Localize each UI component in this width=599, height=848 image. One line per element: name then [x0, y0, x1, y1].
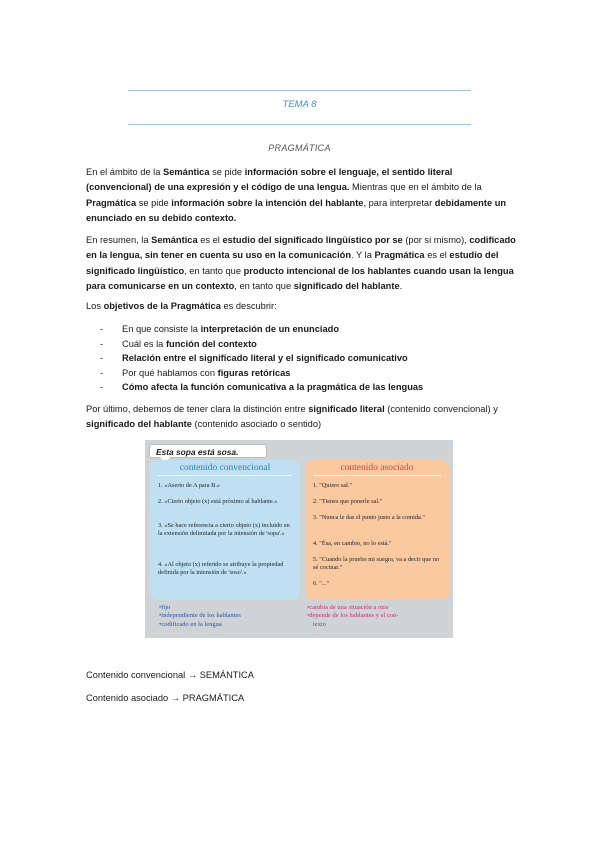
list-item: [100, 337, 423, 352]
header-bottom-rule: [128, 124, 471, 125]
bold-run: significado del hablante: [293, 280, 400, 291]
bold-run: interpretación de un enunciado: [200, 324, 339, 334]
text-run: se pide: [136, 197, 172, 208]
content-comparison-figure: [145, 440, 453, 638]
list-item: • depende de los hablantes y el con-: [307, 612, 447, 620]
bold-run: codificado en la lengua, sin tener en cuenta su uso en la comunicación: [86, 235, 516, 261]
list-item: • independiente de los hablantes: [159, 612, 299, 620]
list-item: 1. «Aserto de A para B.»: [158, 482, 221, 489]
text-run: se pide: [209, 167, 245, 177]
summary-label: Contenido convencional: [86, 670, 186, 680]
bold-run: función del contexto: [165, 338, 257, 349]
bold-run: debidamente un enunciado en su debido contexto.: [86, 197, 507, 223]
list-item: • cambia de una situación a otra: [307, 604, 447, 612]
text-run: (contenido convencional) y: [384, 404, 498, 414]
list-item: 2. "Tienes que ponerle sal.": [313, 498, 383, 505]
associated-content-header: contenido asociado: [340, 463, 414, 473]
bold-run: significado literal: [308, 404, 385, 414]
header-divider: [313, 475, 441, 476]
text-run: es el: [424, 250, 450, 261]
summary-line-conventional: [86, 670, 254, 680]
list-item: 1. "Quiero sal.": [313, 482, 353, 489]
bold-run: Cómo afecta la función comunicativa a la pragmática de las lenguas: [122, 382, 424, 393]
list-item: • codificado en la lengua: [159, 621, 299, 629]
text-run: , en tanto que: [234, 280, 294, 291]
text-run: .: [399, 280, 403, 291]
summary-line-associated: [86, 693, 244, 703]
arrow-icon: →: [170, 693, 181, 703]
list-item: [100, 380, 423, 395]
text-run: En resumen, la: [86, 235, 152, 245]
summary-label: Contenido asociado: [86, 693, 169, 703]
list-item: 3. "Nunca le das el punto justo a la comida.": [313, 514, 425, 521]
bold-run: información sobre la intención del hablante: [171, 197, 364, 208]
text-run: En que consiste la: [122, 324, 201, 334]
page-title: PRAGMÁTICA: [268, 143, 331, 153]
list-item: [100, 366, 423, 381]
text-run: Mientras que en el ámbito de la: [349, 182, 482, 193]
associated-traits-list: [307, 604, 447, 629]
conventional-traits-list: [159, 604, 299, 629]
bold-run: Relación entre el significado literal y el significado comunicativo: [122, 353, 408, 364]
example-callout: Esta sopa está sosa.: [149, 444, 267, 458]
bold-run: figuras retóricas: [217, 367, 291, 378]
conventional-content-panel: [150, 460, 300, 600]
bold-run: información sobre el lenguaje, el sentido literal (convencional) de una expresión y el código de una lengua.: [86, 167, 453, 193]
paragraph-conclusion: [86, 402, 518, 433]
list-item: 3. «Se hace referencia a cierto objeto (x) incluido en la extensión delimitada por la intensión de 'sopa'.»: [158, 522, 290, 537]
bold-run: Semántica: [163, 167, 210, 177]
objectives-intro: [86, 299, 518, 314]
list-item: 4. «Al objeto (x) referido se atribuye la propiedad definida por la intensión de 'soso'.»: [158, 561, 284, 576]
associated-content-panel: [305, 460, 449, 600]
topic-heading: TEMA 8: [282, 99, 317, 110]
conventional-content-header: contenido convencional: [179, 463, 271, 473]
list-item: 4. "Ésa, en cambio, no lo está.": [313, 540, 392, 547]
list-item: [307, 621, 447, 629]
bold-run: Pragmática: [374, 250, 425, 261]
text-run: En el ámbito de la: [86, 167, 164, 177]
bold-run: producto intencional de los hablantes cuando usan la lengua para comunicarse en un contexto: [86, 265, 514, 291]
list-item: 5. "Cuando la pruebo mi suegra, va a decir que no sé cocinar.": [313, 556, 440, 571]
text-run: es descubrir:: [220, 301, 277, 311]
text-run: . Y la: [351, 250, 375, 261]
bold-run: estudio del significado lingüístico: [86, 250, 499, 276]
summary-value: PRAGMÁTICA: [182, 693, 245, 703]
text-run: (por si mismo),: [402, 235, 470, 245]
paragraph-resumen: [86, 233, 518, 294]
text-run: Por último, debemos de tener clara la distinción entre: [86, 404, 309, 414]
list-item: 6. "...": [313, 580, 330, 587]
text-run: Los: [86, 301, 104, 311]
bold-run: estudio del significado lingüístico por se: [222, 235, 403, 245]
header-top-rule: [128, 90, 471, 91]
bold-run: significado del hablante: [86, 419, 192, 430]
text-run: Por qué hablamos con: [122, 367, 218, 378]
bold-run: Pragmática: [86, 197, 137, 208]
summary-value: SEMÁNTICA: [199, 670, 254, 680]
list-item: [100, 322, 423, 337]
header-divider: [158, 475, 292, 476]
text-run: Cuál es la: [122, 338, 166, 349]
list-item: [100, 351, 423, 366]
text-run: , en tanto que: [184, 265, 244, 276]
paragraph-semantica-pragmatica: [86, 165, 518, 226]
objectives-list: [100, 322, 423, 395]
text-run: (contenido asociado o sentido): [191, 419, 322, 430]
arrow-icon: →: [187, 670, 198, 680]
text-run: , para interpretar: [363, 197, 435, 208]
bold-run: Semántica: [151, 235, 198, 245]
list-item: 2. «Cierto objeto (x) está próximo al hablante.»: [158, 498, 278, 505]
text-run: es el: [197, 235, 223, 245]
text-run: texto: [313, 620, 326, 628]
bold-run: objetivos de la Pragmática: [103, 301, 221, 311]
list-item: • fijo: [159, 604, 299, 612]
